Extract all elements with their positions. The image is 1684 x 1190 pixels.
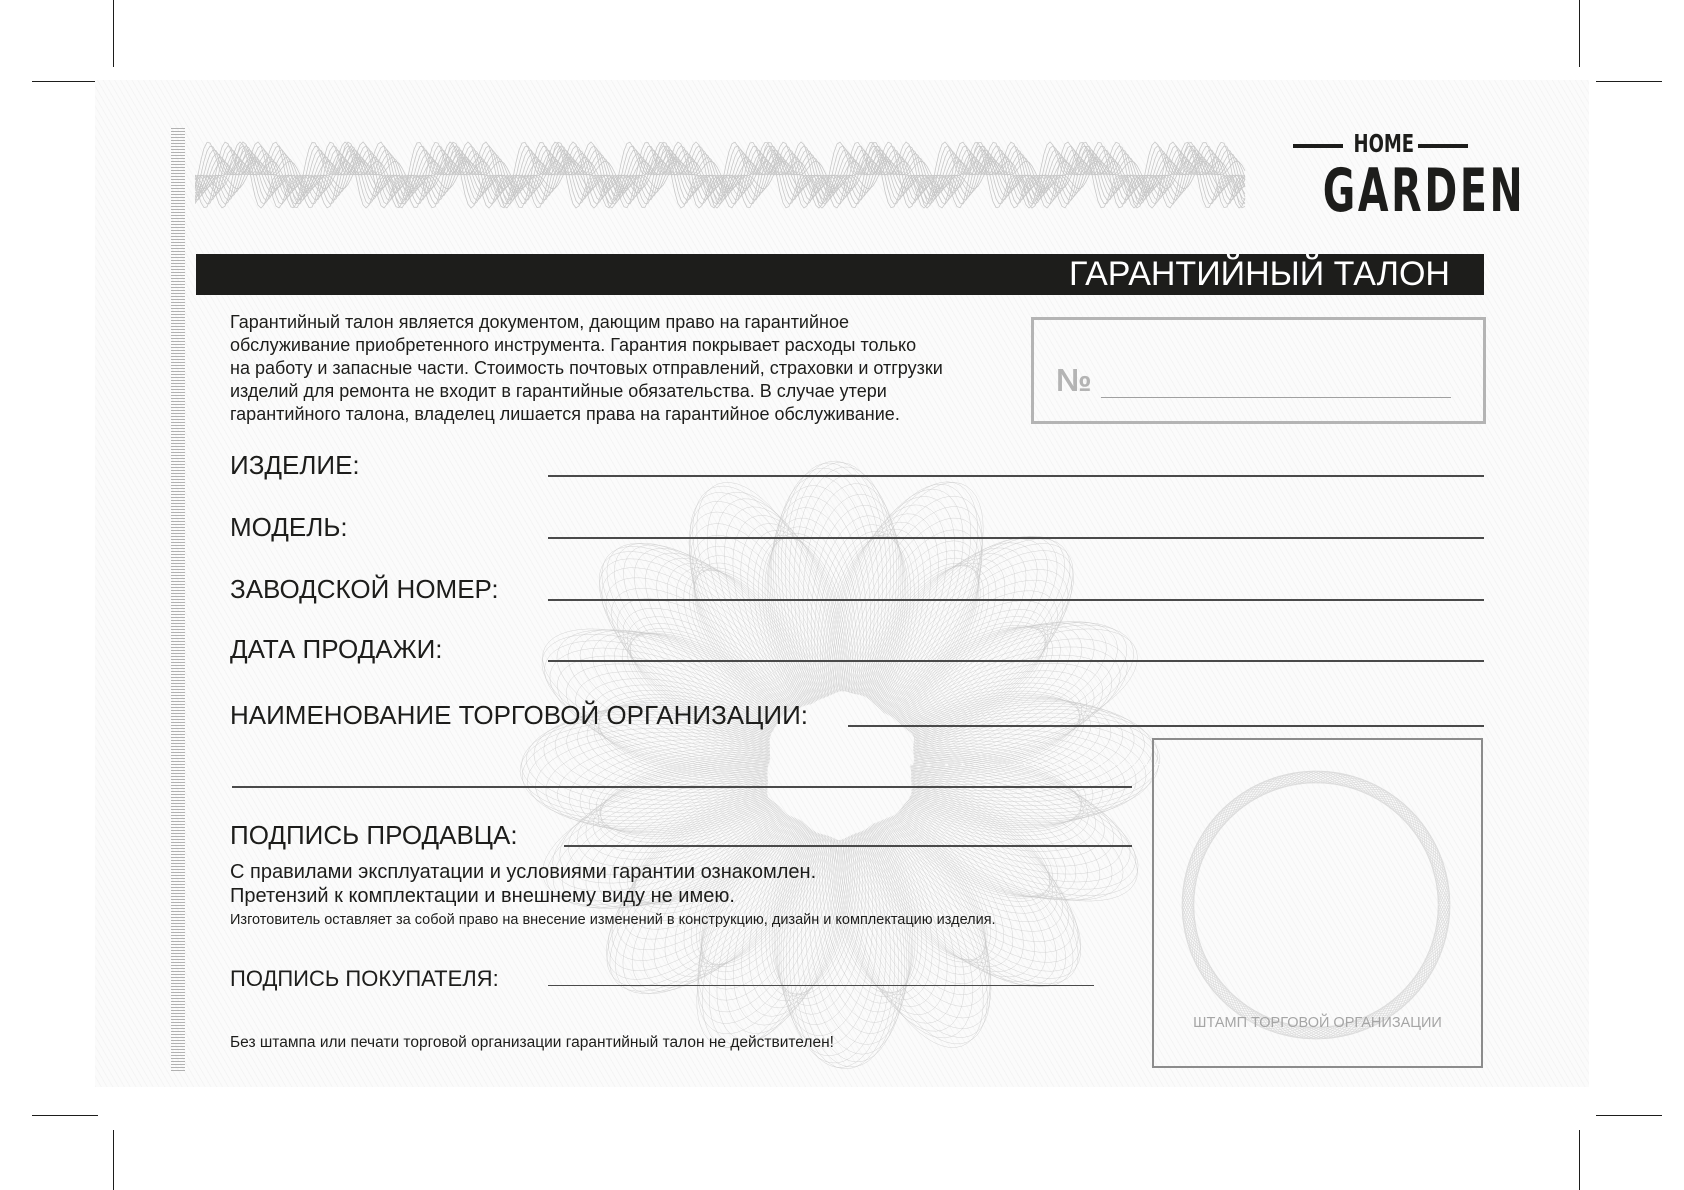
crop-mark <box>113 0 114 67</box>
stamp-label: ШТАМП ТОРГОВОЙ ОРГАНИЗАЦИИ <box>1193 1015 1442 1031</box>
organization-field-continued[interactable] <box>232 786 1132 788</box>
guilloche-rosette <box>480 425 1200 1105</box>
validity-warning: Без штампа или печати торговой организации гарантийный талон не действителен! <box>230 1034 834 1051</box>
organization-label: НАИМЕНОВАНИЕ ТОРГОВОЙ ОРГАНИЗАЦИИ: <box>230 700 808 730</box>
microtext-border <box>171 127 185 1071</box>
buyer-signature-field[interactable] <box>548 985 1094 986</box>
intro-line: изделий для ремонта не входит в гарантийные обязательства. В случае утери <box>230 381 887 401</box>
serial-number-label: ЗАВОДСКОЙ НОМЕР: <box>230 574 499 604</box>
number-field[interactable] <box>1101 397 1451 398</box>
intro-line: Гарантийный талон является документом, дающим право на гарантийное <box>230 312 850 332</box>
consent-line: Претензий к комплектации и внешнему виду не имею. <box>230 885 735 907</box>
intro-line: на работу и запасные части. Стоимость почтовых отправлений, страховки и отгрузки <box>230 358 943 378</box>
logo-rule-left <box>1293 144 1343 148</box>
crop-mark <box>1596 81 1662 82</box>
stamp-ring <box>1176 765 1456 1045</box>
manufacturer-disclaimer: Изготовитель оставляет за собой право на внесение изменений в конструкцию, дизайн и комплектацию изделия. <box>230 912 996 928</box>
buyer-signature-label: ПОДПИСЬ ПОКУПАТЕЛЯ: <box>230 966 499 991</box>
seller-signature-field[interactable] <box>564 845 1132 847</box>
model-label: МОДЕЛЬ: <box>230 512 348 542</box>
crop-mark <box>32 81 98 82</box>
guilloche-band <box>195 125 1247 225</box>
seller-signature-label: ПОДПИСЬ ПРОДАВЦА: <box>230 820 518 850</box>
sale-date-field[interactable] <box>548 660 1484 662</box>
crop-mark <box>32 1115 98 1116</box>
product-field[interactable] <box>548 475 1484 477</box>
crop-mark <box>1579 0 1580 67</box>
serial-number-field[interactable] <box>548 599 1484 601</box>
consent-line: С правилами эксплуатации и условиями гарантии ознакомлен. <box>230 861 817 883</box>
intro-line: обслуживание приобретенного инструмента. Гарантия покрывает расходы только <box>230 335 917 355</box>
logo-rule-right <box>1418 144 1468 148</box>
product-label: ИЗДЕЛИЕ: <box>230 450 360 480</box>
sale-date-label: ДАТА ПРОДАЖИ: <box>230 634 443 664</box>
number-sign: № <box>1056 362 1092 398</box>
crop-mark <box>113 1130 114 1190</box>
logo-home-text: HOME <box>1353 129 1415 158</box>
consent-statement <box>230 860 816 908</box>
number-box <box>1031 317 1486 424</box>
brand-logo <box>1293 128 1526 226</box>
intro-paragraph <box>230 311 1010 426</box>
title-bar <box>196 254 1484 295</box>
model-field[interactable] <box>548 537 1484 539</box>
logo-garden-text: GARDEN <box>1322 156 1526 226</box>
document-title: ГАРАНТИЙНЫЙ ТАЛОН <box>1068 255 1450 293</box>
crop-mark <box>1596 1115 1662 1116</box>
organization-field[interactable] <box>848 725 1484 727</box>
stamp-area[interactable] <box>1152 738 1483 1068</box>
intro-line: гарантийного талона, владелец лишается права на гарантийное обслуживание. <box>230 404 900 424</box>
crop-mark <box>1579 1130 1580 1190</box>
